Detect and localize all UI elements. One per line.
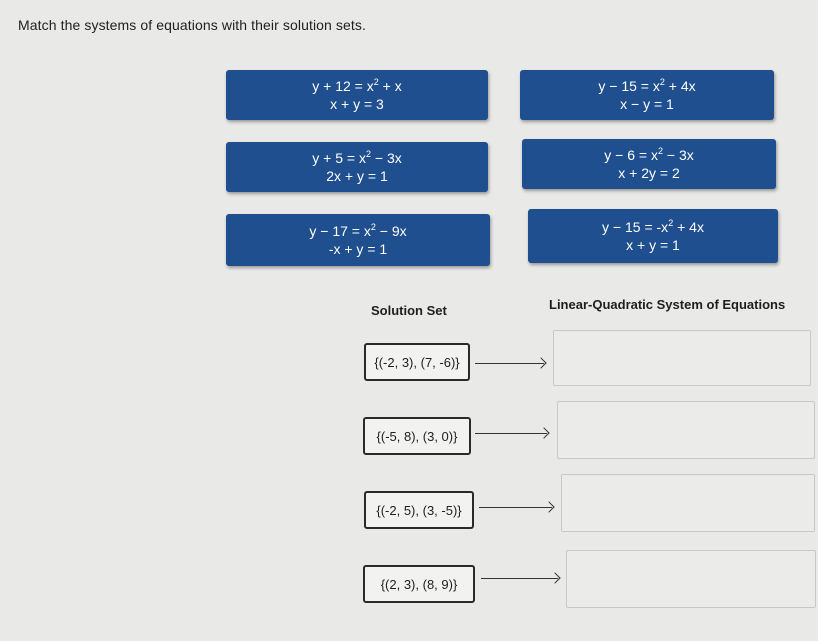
equation-line-1: $y + 5 = x^2 - 3x$: [312, 149, 402, 166]
drop-target[interactable]: [566, 550, 816, 608]
equation-card[interactable]: [528, 209, 778, 263]
drop-target[interactable]: [553, 330, 811, 386]
equation-card[interactable]: [226, 70, 488, 120]
arrow-icon: [475, 433, 547, 434]
equation-line-1: $y - 6 = x^2 - 3x$: [604, 146, 694, 163]
equation-line-2: x + 2y = 2: [618, 165, 680, 181]
arrow-icon: [481, 578, 558, 579]
equation-line-2: x + y = 1: [626, 237, 680, 253]
solution-set-box: {(-5, 8), (3, 0)}: [363, 417, 471, 455]
solution-set-box: {(-2, 3), (7, -6)}: [364, 343, 470, 381]
drop-target[interactable]: [561, 474, 815, 532]
equation-line-1: $y - 17 = x^2 - 9x$: [309, 222, 407, 239]
system-header: Linear-Quadratic System of Equations: [549, 297, 786, 312]
equation-line-1: $y + 12 = x^2 + x$: [312, 77, 402, 94]
equation-line-2: x + y = 3: [330, 96, 384, 112]
drop-target[interactable]: [557, 401, 815, 459]
equation-card[interactable]: [226, 214, 490, 266]
equation-card[interactable]: [226, 142, 488, 192]
equation-line-2: -x + y = 1: [328, 241, 388, 257]
equation-line-1: $y - 15 = -x^2 + 4x$: [602, 218, 704, 235]
instruction-text: Match the systems of equations with their solution sets.: [18, 17, 366, 33]
solution-set-header: Solution Set: [371, 303, 447, 318]
equation-line-2: 2x + y = 1: [326, 168, 388, 184]
equation-line-2: x − y = 1: [620, 96, 674, 112]
arrow-icon: [479, 507, 552, 508]
equation-card[interactable]: [522, 139, 776, 189]
arrow-icon: [475, 363, 544, 364]
solution-set-box: {(-2, 5), (3, -5)}: [364, 491, 474, 529]
solution-set-box: {(2, 3), (8, 9)}: [363, 565, 475, 603]
equation-card[interactable]: [520, 70, 774, 120]
equation-line-1: $y - 15 = x^2 + 4x$: [598, 77, 696, 94]
